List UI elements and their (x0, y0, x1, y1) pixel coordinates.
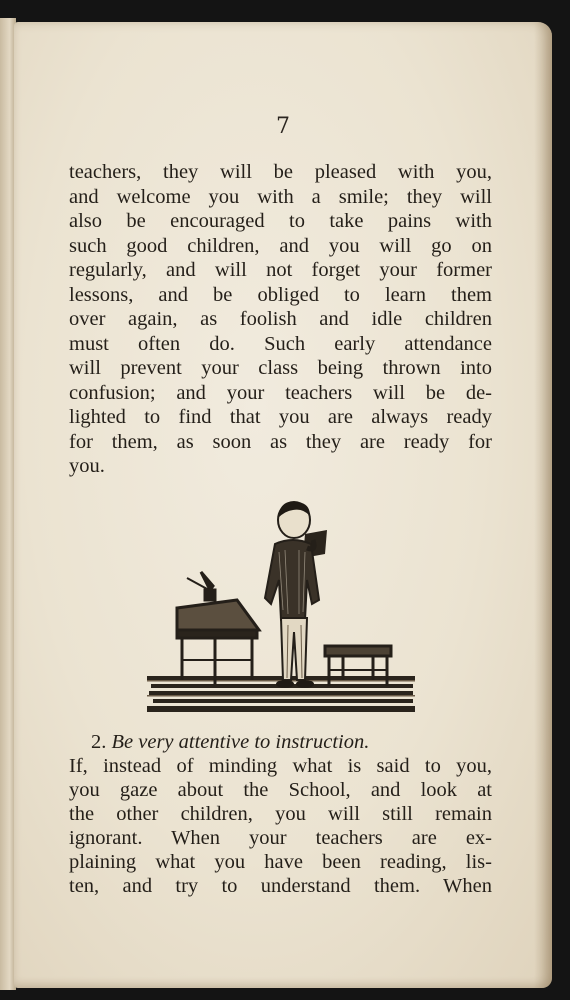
boy-reading-figure (265, 502, 327, 688)
text-line: and welcome you with a smile; they will (69, 185, 492, 208)
text-line: you. (69, 455, 105, 477)
text-line: ignorant. When your teachers are ex- (69, 827, 492, 849)
section-heading (69, 730, 492, 754)
woodcut-illustration (147, 480, 417, 720)
page-curl-shadow (534, 22, 552, 988)
text-line: the other children, you will still remain (69, 803, 492, 825)
book-page (14, 22, 552, 988)
text-line: ten, and try to understand them. When (69, 875, 492, 897)
text-line: will prevent your class being thrown into (69, 357, 492, 379)
text-line: lessons, and be obliged to learn them (69, 283, 492, 306)
page-number: 7 (276, 114, 290, 139)
section-2 (69, 730, 492, 898)
text-line: also be encouraged to take pains with (69, 210, 492, 232)
writing-desk (177, 572, 259, 684)
paragraph-top (69, 160, 492, 479)
text-line: you gaze about the School, and look at (69, 779, 492, 801)
text-line: regularly, and will not forget your former (69, 259, 492, 281)
text-line: for them, as soon as they are ready for (69, 430, 492, 453)
text-line: plaining what you have been reading, lis- (69, 851, 492, 873)
text-line: over again, as foolish and idle children (69, 308, 492, 330)
text-line: such good children, and you will go on (69, 234, 492, 257)
text-line: must often do. Such early attendance (69, 332, 492, 355)
text-line: If, instead of minding what is said to you, (69, 755, 492, 777)
section-number: 2. (91, 731, 107, 753)
text-line: teachers, they will be pleased with you, (69, 161, 492, 183)
section-title: Be very attentive to instruction. (111, 731, 370, 753)
text-line: lighted to find that you are always ready (69, 406, 492, 428)
text-line: confusion; and your teachers will be de- (69, 381, 492, 404)
